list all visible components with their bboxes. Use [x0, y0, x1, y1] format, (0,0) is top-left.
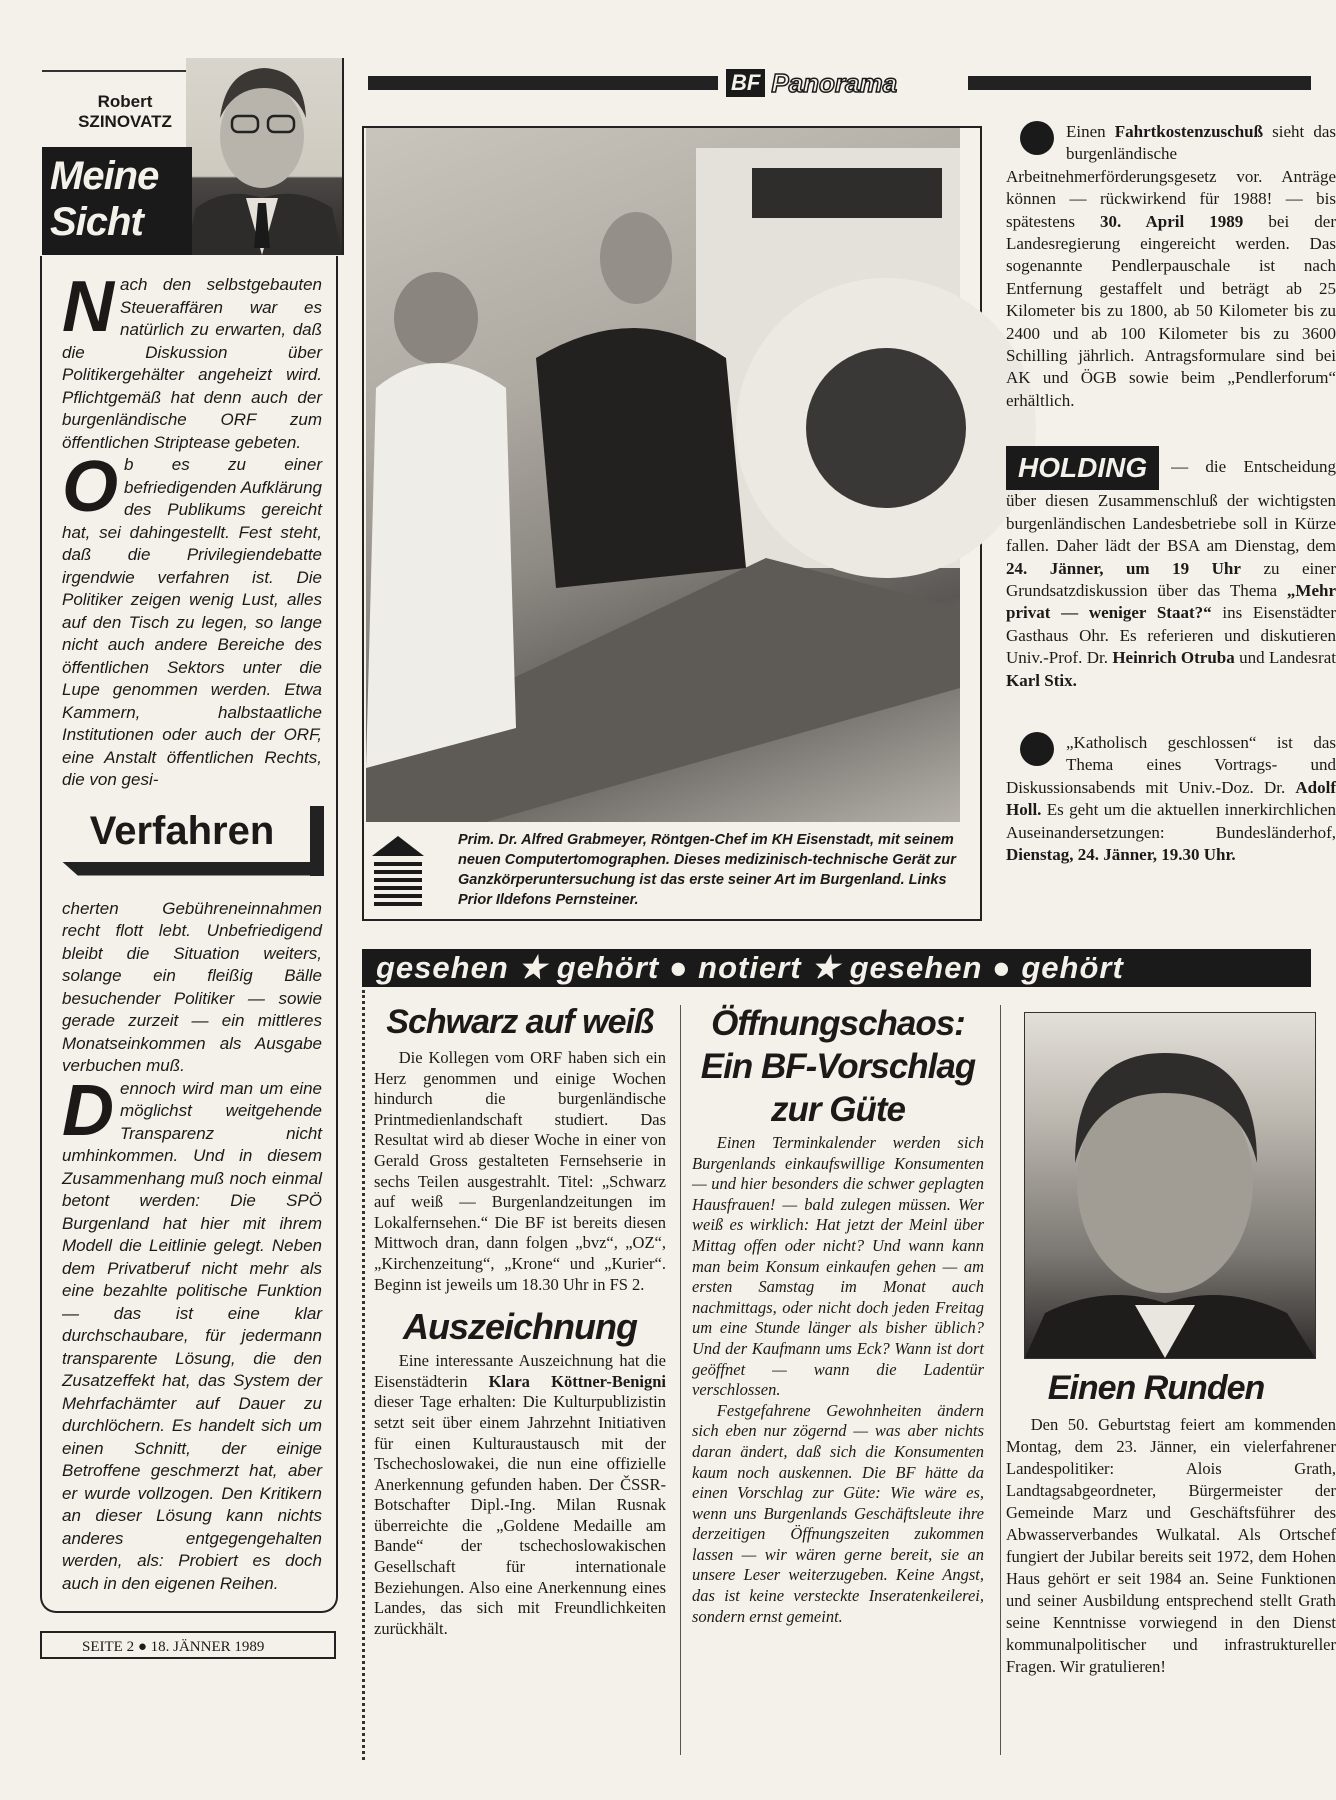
text-run: Eine interessante Auszeichnung hat die Eisenstädterin — [374, 1351, 666, 1391]
text-run: ins Eisenstädter Gasthaus Ohr. Es referieren und diskutieren Univ.-Prof. Dr. — [1006, 603, 1336, 668]
column-divider — [1000, 1005, 1001, 1755]
column-rubric — [42, 147, 192, 255]
paragraph-text: ennoch wird man um eine möglichst weitgehende Transparenz nicht umhinkommen. Und in diesem Zusammenhang muß noch einmal betont werden: Die SPÖ Burgenland hat hier mit ihrem Modell die Leitlinie gelegt. Neben dem Privatberuf nicht mehr als eine bezahlte politische Funktion — das ist eine klar durchschaubare, für jedermann transparente Lösung, die den Zusatzeffekt hat, das System der Mehrfachämter auf Dauer zu durchlöchern. Es handelt sich um einen Schnitt, der einige Betroffene geschmerzt hat, aber er wurde vollzogen. Den Kritikern an dieser Lösung kann nichts anderes entgegengehalten werden, als: Probiert es doch auch in den eigenen Reihen. — [62, 1078, 322, 1593]
author-name — [60, 92, 190, 132]
article-paragraph — [374, 1048, 666, 1295]
author-last-name: SZINOVATZ — [78, 112, 172, 131]
author-portrait — [186, 58, 344, 255]
column-wrapper — [40, 256, 342, 1659]
bullet-icon — [1020, 732, 1054, 766]
politician-portrait — [1024, 1012, 1316, 1359]
text-run: — die Entscheidung über diesen Zusammenschluß der wichtigsten burgenländischen Landesbetriebe soll in Kürze fallen. Daher lädt der BSA am Dienstag, dem — [1006, 457, 1336, 556]
headline-auszeichnung: Auszeichnung — [402, 1306, 637, 1348]
headline-oeffnungschaos: Öffnungschaos: Ein BF-Vorschlag zur Güte — [700, 1004, 976, 1129]
paragraph-text: b es zu einer befriedigenden Aufklärung des Publikums gereicht hat, sei dahingestellt. Fest steht, daß die Privilegiendebatte irgendwie verfahren ist. Die Politiker zeigen wenig Lust, alles auf den Tisch zu legen, so lange nicht auch andere Bereiche des öffentlichen Sektors unter die Lupe genommen werden. Etwa Kammern, halbstaatliche Institutionen oder auch der ORF, eine Anstalt öffentlichen Rechts, die von gesi- — [62, 455, 322, 789]
brief-item — [1006, 121, 1336, 412]
drop-cap: N — [62, 267, 114, 347]
subheading-text: Verfahren — [89, 808, 275, 853]
column-divider — [680, 1005, 681, 1755]
column-text-part2 — [62, 898, 322, 1596]
issue-date: 18. JÄNNER 1989 — [150, 1639, 265, 1655]
section-title: Panorama — [771, 68, 898, 98]
article-paragraph — [1006, 1414, 1336, 1678]
article-body — [1006, 1414, 1336, 1678]
article-column-3 — [1006, 1366, 1336, 1786]
headline-schwarz-auf-weiss: Schwarz auf weiß — [386, 1003, 654, 1041]
rubric-line: Meine — [50, 154, 159, 198]
caption-arrow-icon — [372, 836, 424, 908]
brief-item — [1006, 446, 1336, 692]
text-run: Es geht um die aktuellen innerkirchlichen Auseinandersetzungen: Bundesländerhof, — [1006, 800, 1336, 842]
text-run: Die Kollegen vom ORF haben sich ein Herz genommen und einige Wochen hindurch die burgenländische Printmedienlandschaft studiert. Das Resultat wird ab dieser Woche in einer von Gerald Gross gestalteten Fernsehserie in sechs Teilen ausgestrahlt. Titel: „Schwarz auf weiß — Burgenlandzeitungen im Lokalfernsehen.“ Die BF ist bereits diesen Mittwoch dran, dann folgen „bvz“, „OZ“, „Kirchenzeitung“, „Krone“ und „Kurier“. Beginn ist jeweils um 18.30 Uhr in FS 2. — [374, 1048, 666, 1294]
section-banner — [368, 68, 1311, 98]
bf-logo: BF — [726, 69, 765, 97]
column-paragraph — [62, 267, 322, 454]
photo-caption: Prim. Dr. Alfred Grabmeyer, Röntgen-Chef im KH Eisenstadt, mit seinem neuen Computertomographen. Dieses medizinisch-technische Gerät zur Ganzkörperuntersuchung ist das erste seiner Art im Burgenland. Links Prior Ildefons Pernsteiner. — [458, 832, 956, 908]
column-paragraph — [62, 447, 322, 792]
article-paragraph — [374, 1351, 666, 1639]
paragraph-text: ach den selbstgebauten Steueraffären war es natürlich zu erwarten, daß die Diskussion über Politikergehälter angeheizt wird. Pflichtgemäß hat denn auch der burgenländische ORF zum öffentlichen Striptease gebeten. — [62, 275, 322, 452]
bold-text: Dienstag, 24. Jänner, 19.30 Uhr. — [1006, 844, 1236, 864]
bold-text: Adolf Holl. — [1006, 777, 1336, 820]
text-run: Festgefahrene Gewohnheiten ändern sich eben nur zögernd — was aber nichts daran ändert, daß sich die Konsumenten kaum noch auskennen. Die BF hätte da einen Vorschlag zur Güte: Wie wäre es, wenn uns Burgenlands Geschäftsleute ihre derzeitigen Öffnungszeiten zukommen lassen — wir wären gerne bereit, sie an unsere Leser weiterzugeben. Keine Angst, das ist keine versteckte Inseratenkeilerei, sondern ernst gemeint. — [692, 1400, 984, 1626]
banner-bar-right — [968, 76, 1311, 90]
dotted-divider — [362, 990, 365, 1760]
banner-bar-left — [368, 76, 718, 90]
article-body — [374, 1351, 666, 1639]
bullet-icon — [1020, 121, 1054, 155]
text-run: dieser Tage erhalten: Die Kulturpublizistin setzt seit über einem Jahrzehnt Initiativen für einen Kulturaustausch mit der Tschechoslowakei, die nun eine offizielle Anerkennung gefunden haben. Der ČSSR-Botschafter Dipl.-Ing. Milan Rusnak überreichte die „Goldene Medaille am Bande“ der tschechoslowakischen Gesellschaft für internationale Beziehungen. Also eine Anerkennung eines Landes, das sich mit Freundlichkeiten zurückhält. — [374, 1392, 666, 1638]
column-frame — [40, 256, 338, 1613]
text-run: und Landesrat — [1234, 648, 1336, 668]
holding-badge: HOLDING — [1006, 446, 1159, 490]
bold-text: 30. April 1989 — [1100, 211, 1244, 231]
article-column-1 — [374, 1002, 666, 1639]
section-logo — [720, 68, 903, 98]
article-paragraph — [692, 1133, 984, 1401]
subheading-bar — [62, 862, 324, 876]
drop-cap: D — [62, 1070, 114, 1151]
bold-text: „Mehr privat — weniger Staat?“ — [1006, 580, 1336, 623]
drop-cap: O — [62, 447, 119, 527]
text-run: Einen — [1066, 122, 1115, 141]
bold-text: Karl Stix. — [1006, 670, 1077, 690]
text-run: sieht das burgenländische Arbeitnehmerförderungsgesetz vor. Anträge können — rückwirkend für 1988! — bis spätestens — [1006, 122, 1336, 231]
column-paragraph — [62, 1070, 322, 1596]
text-run: bei der Landesregierung eingereicht werden. Das sogenannte Pendlerpauschale ist nach Entfernung gestaffelt und beträgt ab 25 Kilometer bis zu 1800, ab 50 Kilometer bis zu 2400 und ab 100 Kilometer bis zu 3600 Schilling jährlich. Antragsformulare sind bei AK und ÖGB sowie beim „Pendlerforum“ erhältlich. — [1006, 211, 1336, 410]
page-footer — [40, 1631, 336, 1659]
article-column-2 — [692, 1002, 984, 1627]
paragraph-text: cherten Gebühreneinnahmen recht flott lebt. Unbefriedigend bleibt die Situation weiters, solange ein fleißig Bälle besuchender Politiker — sowie gerade zurzeit — ein mittleres Monatseinkommen als Ausgabe verbuchen muß. — [62, 898, 322, 1075]
text-run: „Katholisch geschlossen“ ist das Thema eines Vortrags- und Diskussionsabends mit Univ.-Doz. Dr. — [1006, 732, 1336, 797]
page-number: SEITE 2 — [82, 1639, 135, 1655]
text-run: zu einer Grundsatzdiskussion über das Thema — [1006, 558, 1336, 600]
article-body — [374, 1048, 666, 1295]
text-run: Den 50. Geburtstag feiert am kommenden Montag, dem 23. Jänner, ein vielerfahrener Landespolitiker: Alois Grath, Landtagsabgeordneter, Bürgermeister der Gemeinde Marz und Geschäftsführer des Abwasserverbandes Wulkatal. Als Ortschef fungiert der Jubilar bereits seit 1972, dem Hohen Haus gehört er seit 1984 an. Seine Funktionen und seiner Ausbildung entsprechend stellt Grath seine Kenntnisse vorwiegend in den Dienst kommunalpolitischer und infrastruktureller Fragen. Wir gratulieren! — [1006, 1415, 1336, 1676]
briefs-list — [1006, 121, 1336, 866]
article-body — [692, 1133, 984, 1627]
bold-text: Klara Köttner-Benigni — [488, 1371, 666, 1391]
column-paragraph — [62, 898, 322, 1078]
footer-bullet: ● — [137, 1639, 147, 1655]
bold-text: 24. Jänner, um 19 Uhr — [1006, 558, 1241, 578]
brief-item — [1006, 732, 1336, 866]
subheading-stem — [310, 806, 324, 876]
bold-text: Fahrtkostenzuschuß — [1114, 122, 1264, 141]
author-first-name: Robert — [97, 92, 153, 111]
column-subheading — [62, 806, 324, 884]
headline-einen-runden: Einen Runden — [1047, 1369, 1265, 1407]
rubric-line: Sicht — [50, 200, 143, 244]
article-paragraph — [692, 1401, 984, 1628]
gossip-banner: gesehen ★ gehört ● notiert ★ gesehen ● gehört — [362, 949, 1311, 987]
ct-scanner-photo — [366, 128, 960, 822]
bold-text: Heinrich Otruba — [1112, 648, 1235, 668]
text-run: Einen Terminkalender werden sich Burgenlands einkaufswillige Konsumenten — und hier besonders die schwer geplagten Hausfrauen! — bald zulegen müssen. Wer weiß es wirklich: Hat jetzt der Meinl über Mittag offen oder nicht? Und wann kann man beim Konsum einkaufen gehen — am ersten Samstag im Monat auch nachmittags, oder nicht doch jeden Freitag um eine Stunde länger als bisher üblich? Und der Kaufmann ums Eck? Wann ist dort geöffnet — wann die Ladentür verschlossen. — [692, 1133, 984, 1400]
column-text-part1 — [62, 267, 322, 792]
briefs-column — [1006, 121, 1336, 941]
